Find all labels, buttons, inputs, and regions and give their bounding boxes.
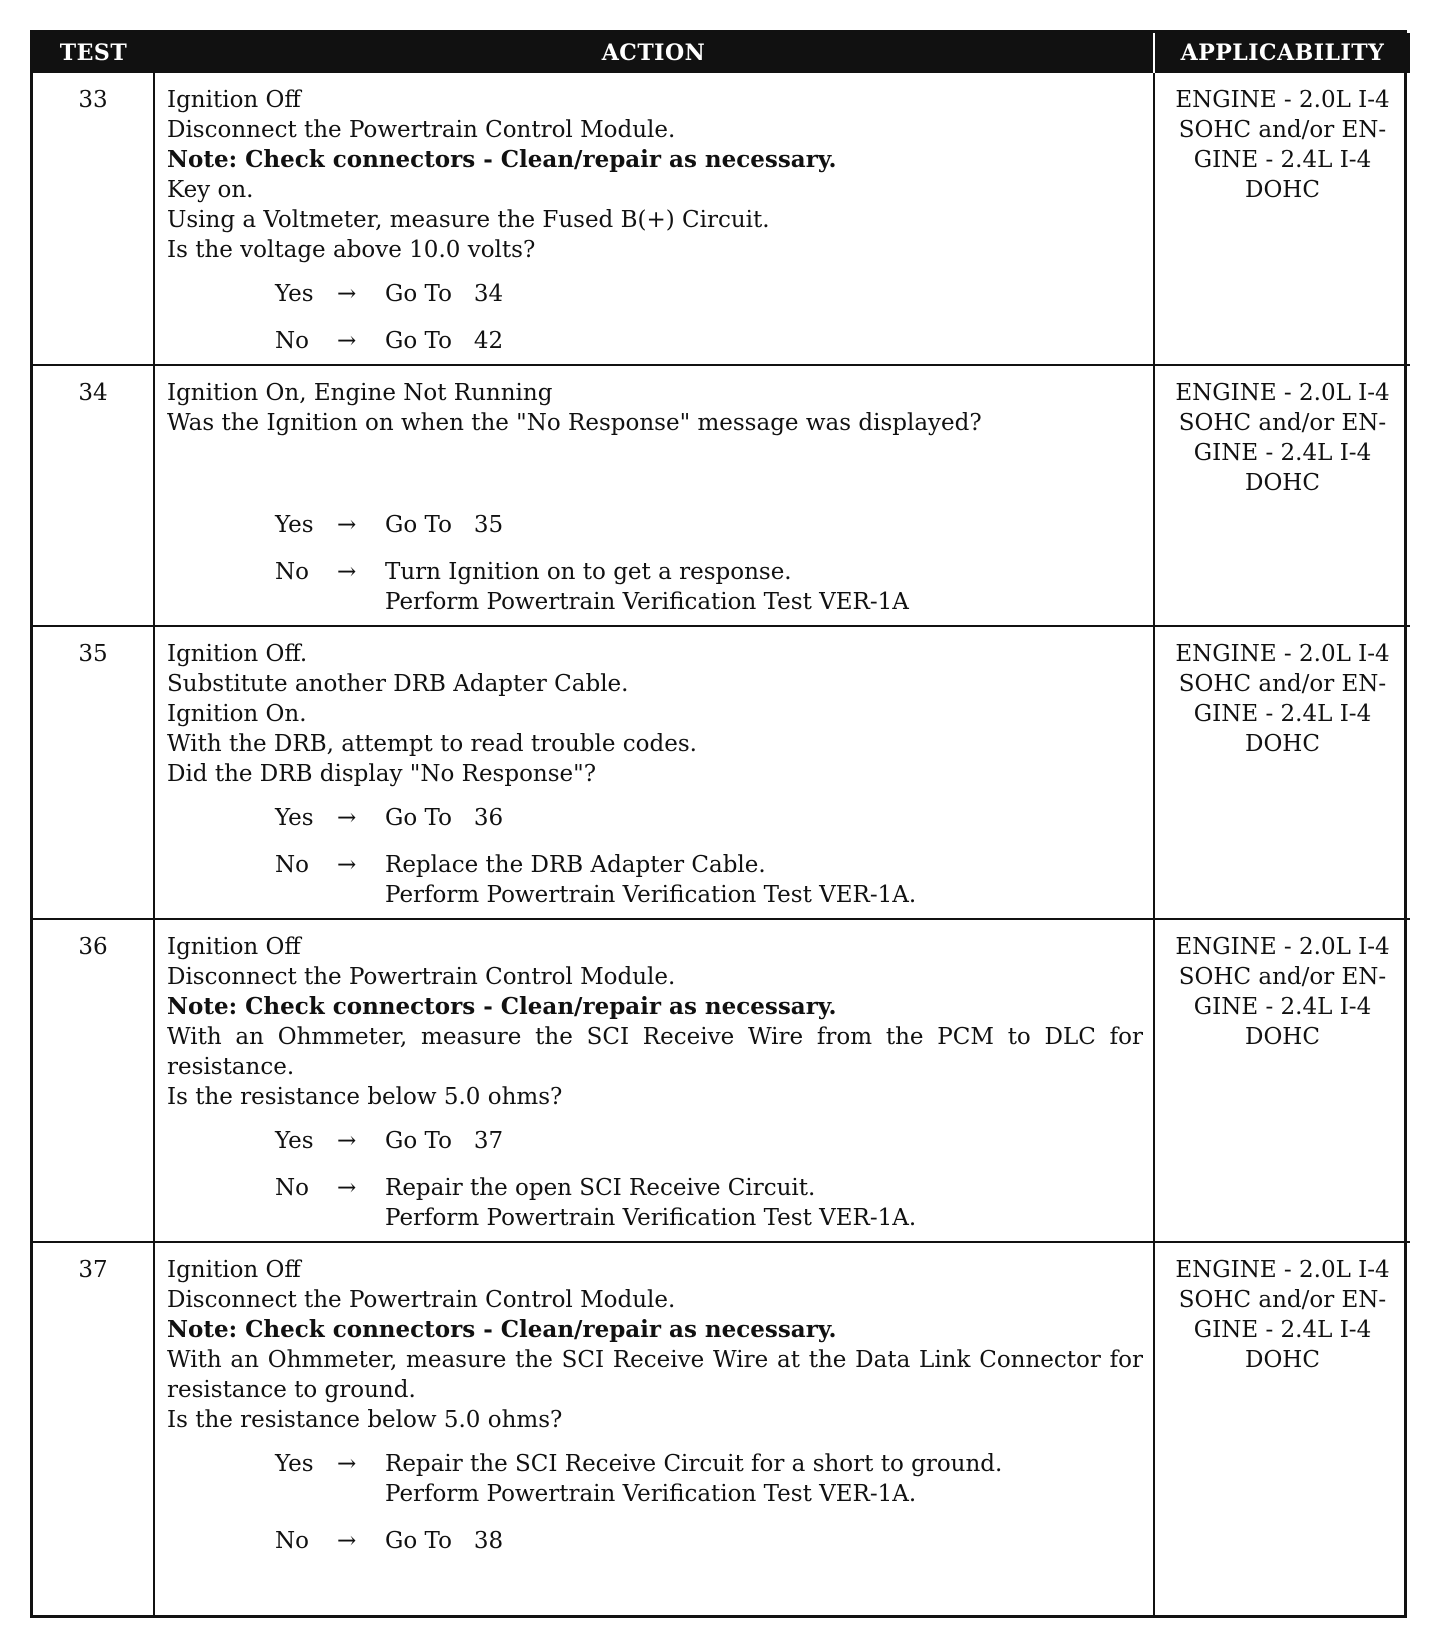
action-line: Using a Voltmeter, measure the Fused B(+) Circuit. — [167, 207, 770, 233]
yes-result — [385, 279, 1143, 309]
action-note: Note: Check connectors - Clean/repair as necessary. — [167, 1316, 837, 1343]
result-line: Go To 38 — [385, 1528, 504, 1554]
diagnostic-table-sheet — [30, 30, 1407, 1618]
yes-label: Yes — [275, 281, 314, 307]
action-cell — [154, 1242, 1154, 1615]
arrow-icon: → — [337, 281, 357, 307]
outcomes — [167, 1449, 1143, 1556]
applicability-line: DOHC — [1245, 731, 1320, 757]
header-test: TEST — [33, 33, 154, 73]
result-line: Repair the open SCI Receive Circuit. — [385, 1175, 816, 1201]
no-outcome — [167, 1173, 1143, 1233]
applicability-cell — [1154, 73, 1410, 365]
arrow-icon: → — [337, 328, 357, 354]
yes-outcome — [167, 279, 1143, 309]
action-cell — [154, 626, 1154, 919]
applicability-cell — [1154, 365, 1410, 626]
table-row — [33, 919, 1410, 1242]
action-line: Ignition On, Engine Not Running — [167, 380, 553, 406]
arrow-icon: → — [337, 1451, 357, 1477]
action-note: Note: Check connectors - Clean/repair as necessary. — [167, 993, 837, 1020]
diagnostic-test-table — [33, 33, 1410, 1615]
action-line: With the DRB, attempt to read trouble codes. — [167, 731, 697, 757]
header-row — [33, 33, 1410, 73]
action-line: Is the voltage above 10.0 volts? — [167, 237, 536, 263]
result-line: Turn Ignition on to get a response. — [385, 559, 792, 585]
arrow-icon: → — [337, 1175, 357, 1201]
action-cell — [154, 365, 1154, 626]
no-outcome — [167, 850, 1143, 910]
no-result — [385, 850, 1143, 910]
arrow-icon: → — [337, 512, 357, 538]
action-line: Disconnect the Powertrain Control Module. — [167, 1287, 676, 1313]
yes-label: Yes — [275, 805, 314, 831]
applicability-line: SOHC and/or EN- — [1178, 117, 1387, 143]
applicability-line: GINE - 2.4L I-4 — [1193, 1317, 1372, 1343]
applicability-line: SOHC and/or EN- — [1178, 1287, 1387, 1313]
applicability-line: DOHC — [1245, 1347, 1320, 1373]
applicability-line: DOHC — [1245, 177, 1320, 203]
no-result — [385, 557, 1143, 617]
outcomes — [167, 279, 1143, 356]
yes-label: Yes — [275, 1128, 314, 1154]
action-line: Ignition Off — [167, 87, 301, 113]
header-applicability: APPLICABILITY — [1154, 33, 1410, 73]
result-line: Go To 34 — [385, 281, 504, 307]
action-line: With an Ohmmeter, measure the SCI Receive Wire from the PCM to DLC for resistance. — [167, 1024, 1151, 1080]
yes-outcome — [167, 1126, 1143, 1156]
action-line: Substitute another DRB Adapter Cable. — [167, 671, 629, 697]
action-line: Disconnect the Powertrain Control Module. — [167, 117, 676, 143]
action-line: Is the resistance below 5.0 ohms? — [167, 1084, 563, 1110]
yes-outcome — [167, 1449, 1143, 1509]
action-line: Disconnect the Powertrain Control Module. — [167, 964, 676, 990]
arrow-icon: → — [337, 852, 357, 878]
no-label: No — [275, 328, 309, 354]
applicability-line: ENGINE - 2.0L I-4 — [1175, 87, 1390, 113]
arrow-icon: → — [337, 1528, 357, 1554]
yes-label: Yes — [275, 1451, 314, 1477]
applicability-line: SOHC and/or EN- — [1178, 410, 1387, 436]
test-number: 37 — [33, 1242, 154, 1615]
applicability-line: ENGINE - 2.0L I-4 — [1175, 641, 1390, 667]
table-row — [33, 1242, 1410, 1615]
outcomes — [167, 510, 1143, 617]
spacer — [167, 438, 1143, 496]
result-line: Go To 37 — [385, 1128, 504, 1154]
header-action: ACTION — [154, 33, 1154, 73]
yes-result — [385, 1449, 1143, 1509]
yes-label: Yes — [275, 512, 314, 538]
action-line: With an Ohmmeter, measure the SCI Receive Wire at the Data Link Connector for resistance to ground. — [167, 1347, 1151, 1403]
action-line: Ignition Off — [167, 1257, 301, 1283]
outcomes — [167, 803, 1143, 910]
applicability-line: DOHC — [1245, 1024, 1320, 1050]
applicability-line: ENGINE - 2.0L I-4 — [1175, 934, 1390, 960]
action-line: Ignition Off — [167, 934, 301, 960]
yes-outcome — [167, 510, 1143, 540]
yes-outcome — [167, 803, 1143, 833]
applicability-line: SOHC and/or EN- — [1178, 964, 1387, 990]
table-row — [33, 365, 1410, 626]
yes-result — [385, 510, 1143, 540]
arrow-icon: → — [337, 1128, 357, 1154]
action-line: Ignition On. — [167, 701, 307, 727]
applicability-line: SOHC and/or EN- — [1178, 671, 1387, 697]
table-row — [33, 73, 1410, 365]
no-outcome — [167, 1526, 1143, 1556]
yes-result — [385, 1126, 1143, 1156]
applicability-line: GINE - 2.4L I-4 — [1193, 701, 1372, 727]
no-result — [385, 326, 1143, 356]
no-label: No — [275, 1528, 309, 1554]
result-line: Go To 36 — [385, 805, 504, 831]
result-line: Replace the DRB Adapter Cable. — [385, 852, 766, 878]
arrow-icon: → — [337, 805, 357, 831]
action-line: Is the resistance below 5.0 ohms? — [167, 1407, 563, 1433]
action-line: Was the Ignition on when the "No Response" message was displayed? — [167, 410, 982, 436]
no-outcome — [167, 557, 1143, 617]
result-line: Go To 42 — [385, 328, 504, 354]
action-cell — [154, 73, 1154, 365]
applicability-line: GINE - 2.4L I-4 — [1193, 994, 1372, 1020]
applicability-line: GINE - 2.4L I-4 — [1193, 440, 1372, 466]
no-result — [385, 1526, 1143, 1556]
outcomes — [167, 1126, 1143, 1233]
test-number: 34 — [33, 365, 154, 626]
applicability-cell — [1154, 919, 1410, 1242]
result-line: Go To 35 — [385, 512, 504, 538]
result-line: Perform Powertrain Verification Test VER-1A — [385, 589, 909, 615]
no-result — [385, 1173, 1143, 1233]
no-label: No — [275, 559, 309, 585]
action-line: Did the DRB display "No Response"? — [167, 761, 597, 787]
test-number: 33 — [33, 73, 154, 365]
applicability-cell — [1154, 1242, 1410, 1615]
yes-result — [385, 803, 1143, 833]
result-line: Repair the SCI Receive Circuit for a short to ground. — [385, 1451, 1003, 1477]
applicability-line: ENGINE - 2.0L I-4 — [1175, 380, 1390, 406]
no-label: No — [275, 852, 309, 878]
applicability-line: ENGINE - 2.0L I-4 — [1175, 1257, 1390, 1283]
test-number: 36 — [33, 919, 154, 1242]
action-line: Key on. — [167, 177, 254, 203]
applicability-cell — [1154, 626, 1410, 919]
applicability-line: DOHC — [1245, 470, 1320, 496]
result-line: Perform Powertrain Verification Test VER-1A. — [385, 1481, 917, 1507]
action-cell — [154, 919, 1154, 1242]
action-note: Note: Check connectors - Clean/repair as necessary. — [167, 146, 837, 173]
test-number: 35 — [33, 626, 154, 919]
table-row — [33, 626, 1410, 919]
applicability-line: GINE - 2.4L I-4 — [1193, 147, 1372, 173]
result-line: Perform Powertrain Verification Test VER-1A. — [385, 882, 917, 908]
arrow-icon: → — [337, 559, 357, 585]
no-label: No — [275, 1175, 309, 1201]
no-outcome — [167, 326, 1143, 356]
result-line: Perform Powertrain Verification Test VER-1A. — [385, 1205, 917, 1231]
action-line: Ignition Off. — [167, 641, 308, 667]
